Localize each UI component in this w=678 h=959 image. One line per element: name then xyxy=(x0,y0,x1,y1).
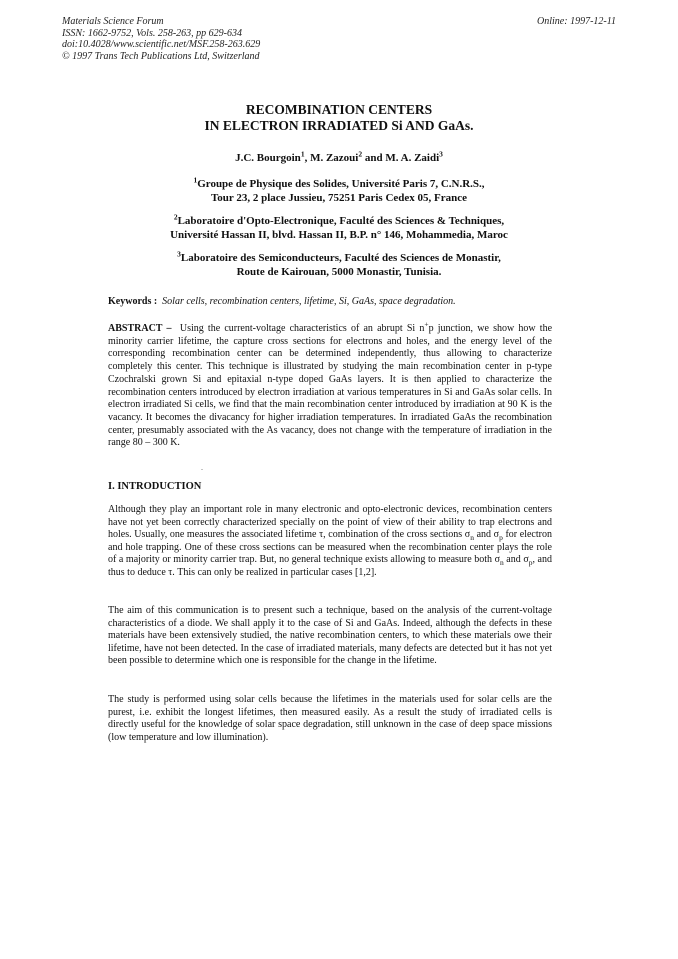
subscript: n xyxy=(470,533,474,543)
author-affil-mark: 3 xyxy=(439,149,443,159)
affiliation-mark: 3 xyxy=(177,249,181,259)
section-heading-introduction: I. INTRODUCTION xyxy=(108,481,202,492)
title-line-1: RECOMBINATION CENTERS xyxy=(245,102,433,117)
affiliation-2 xyxy=(0,214,678,242)
paragraph-text: , and thus to deduce τ. This can only be realized in particular cases [1,2]. xyxy=(108,554,552,578)
author-separator: and xyxy=(362,152,386,164)
doi-link[interactable]: doi:10.4028/www.scientific.net/MSF.258-263.629 xyxy=(62,39,261,51)
superscript: + xyxy=(424,319,429,329)
author-name: J.C. Bourgoin xyxy=(235,152,301,164)
affiliation-mark: 2 xyxy=(173,212,178,222)
abstract-label: ABSTRACT – xyxy=(108,323,172,334)
subscript: p xyxy=(499,533,503,543)
stray-dot: . xyxy=(201,463,203,472)
abstract-text: Using the current-voltage characteristics of an abrupt Si n xyxy=(179,323,425,334)
title-line-2: IN ELECTRON IRRADIATED Si AND GaAs. xyxy=(204,118,474,133)
author-separator: , xyxy=(304,152,311,164)
affiliation-line: Laboratoire des Semiconducteurs, Faculté des Sciences de Monastir, xyxy=(180,252,501,264)
author-affil-mark: 2 xyxy=(358,149,363,159)
paper-title xyxy=(0,102,678,134)
paragraph-text: and σ xyxy=(503,554,529,566)
affiliation-line: Laboratoire d'Opto-Electronique, Faculté des Sciences & Techniques, xyxy=(177,215,505,227)
affiliation-mark: 1 xyxy=(193,175,198,185)
journal-name: Materials Science Forum xyxy=(62,16,164,27)
author-list xyxy=(0,149,678,165)
paragraph-text: for electron and hole trapping. One of these cross sections can be measured when the recombination center plays the role of a majority or minority carrier trap. But, no general technique exists allowing to measure both σ xyxy=(108,529,552,566)
paragraph-text: and σ xyxy=(473,529,500,541)
keywords xyxy=(108,295,568,308)
affiliation-line: Route de Kairouan, 5000 Monastir, Tunisia. xyxy=(236,266,442,278)
abstract-text: p junction, we show how the minority carrier lifetime, the capture cross sections for electrons and holes, and the energy level of the corresponding recombination center can be determined independently, thus allowing to characterize completely this center. This technique is illustrated by studying the main recombination center in p-type Czochralski grown Si and epitaxial n-type doped GaAs layers. It is then applied to characterize the recombination centers introduced by electron irradiation at various temperatures in Si and GaAs solar cells. In electron irradiated Si cells, we find that the main recombination center introduced by irradiation at 90 K is the vacancy. It becomes the divacancy for higher irradiation temperatures. In irradiated GaAs the recombination center, presumably associated with the As vacancy, does not change with the temperature of irradiation in the range 80 – 300 K. xyxy=(108,323,553,449)
affiliation-line: Tour 23, 2 place Jussieu, 75251 Paris Cedex 05, France xyxy=(210,192,468,204)
affiliation-line: Université Hassan II, blvd. Hassan II, B.P. n° 146, Mohammedia, Maroc xyxy=(170,229,508,241)
affiliation-3 xyxy=(0,251,678,279)
keywords-label: Keywords : xyxy=(108,296,158,307)
keywords-text: Solar cells, recombination centers, lifetime, Si, GaAs, space degradation. xyxy=(162,296,456,307)
author-affil-mark: 1 xyxy=(300,149,305,159)
author-name: M. Zazoui xyxy=(310,152,359,164)
online-date: Online: 1997-12-11 xyxy=(537,16,616,27)
affiliation-line: Groupe de Physique des Solides, Université Paris 7, C.N.R.S., xyxy=(197,178,485,190)
copyright-line: © 1997 Trans Tech Publications Ltd, Switzerland xyxy=(62,50,260,62)
abstract xyxy=(108,319,553,450)
publication-metadata xyxy=(62,16,260,62)
subscript: p xyxy=(528,558,533,568)
subscript: n xyxy=(499,558,504,568)
author-name: M. A. Zaidi xyxy=(385,152,440,164)
issn-line: ISSN: 1662-9752, Vols. 258-263, pp 629-634 xyxy=(62,27,242,39)
paragraph-1 xyxy=(108,504,552,580)
affiliation-1 xyxy=(0,177,678,205)
paragraph-3: The study is performed using solar cells because the lifetimes in the materials used for solar cells are the purest, i.e. exhibit the longest lifetimes, then measured easily. As a result the study of irradiated cells is directly useful for the knowledge of solar space degradation, still unknown in the case of deep space missions (low temperature and low illumination). xyxy=(108,694,552,743)
paragraph-text: Although they play an important role in many electronic and opto-electronic devices, recombination centers have not yet been correctly characterized specially on the point of view of their ability to trap electrons and holes. Usually, one measures the associated lifetime τ, combination of the cross sections σ xyxy=(108,504,552,541)
paragraph-2: The aim of this communication is to present such a technique, based on the analysis of the current-voltage characteristics of a diode. We shall apply it to the case of Si and GaAs. Indeed, although the defects in these materials have been extensively studied, the native recombination centers, to which these materials owe their lifetime, have not been detected. In the case of irradiated materials, many defects are detected but it has not yet been possible to determine which one is responsible for the change in the lifetime. xyxy=(108,605,552,667)
